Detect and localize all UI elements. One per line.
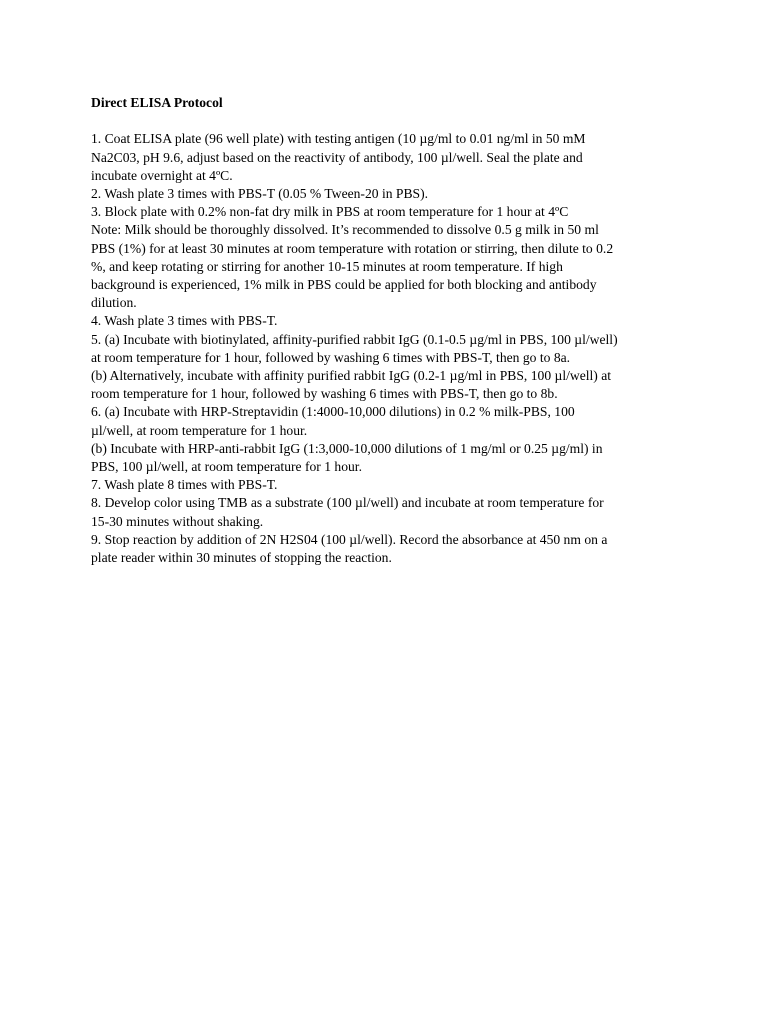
text-line: 2. Wash plate 3 times with PBS-T (0.05 % Tween-20 in PBS). — [91, 186, 429, 201]
document-title: Direct ELISA Protocol — [91, 95, 223, 110]
text-line: 5. (a) Incubate with biotinylated, affinity-purified rabbit IgG (0.1-0.5 µg/ml in PBS, 100 µl/well) — [91, 331, 618, 347]
document-page — [91, 94, 691, 567]
text-line: incubate overnight at 4ºC. — [91, 167, 233, 183]
protocol-text — [91, 130, 691, 567]
text-line: 9. Stop reaction by addition of 2N H2S04 (100 µl/well). Record the absorbance at 450 nm on a — [91, 531, 608, 547]
text-line: PBS, 100 µl/well, at room temperature for 1 hour. — [91, 459, 362, 475]
text-line: (b) Incubate with HRP-anti-rabbit IgG (1:3,000-10,000 dilutions of 1 mg/ml or 0.25 µg/ml) in — [91, 440, 603, 456]
text-line: Na2C03, pH 9.6, adjust based on the reactivity of antibody, 100 µl/well. Seal the plate and — [91, 149, 583, 165]
text-line: (b) Alternatively, incubate with affinity purified rabbit IgG (0.2-1 µg/ml in PBS, 100 µl/well) at — [91, 368, 612, 384]
text-line: %, and keep rotating or stirring for another 10-15 minutes at room temperature. If high — [91, 258, 563, 274]
text-line: 7. Wash plate 8 times with PBS-T. — [91, 477, 278, 493]
text-line: µl/well, at room temperature for 1 hour. — [91, 422, 308, 438]
text-line: plate reader within 30 minutes of stopping the reaction. — [91, 550, 392, 566]
text-line: room temperature for 1 hour, followed by washing 6 times with PBS-T, then go to 8b. — [91, 386, 558, 402]
text-line: 4. Wash plate 3 times with PBS-T. — [91, 313, 278, 329]
text-line: at room temperature for 1 hour, followed by washing 6 times with PBS-T, then go to 8a. — [91, 349, 571, 365]
text-line: dilution. — [91, 295, 137, 311]
text-line: PBS (1%) for at least 30 minutes at room temperature with rotation or stirring, then dilute to 0.2 — [91, 240, 614, 256]
text-line: 15-30 minutes without shaking. — [91, 513, 264, 529]
text-line: 8. Develop color using TMB as a substrate (100 µl/well) and incubate at room temperature for — [91, 495, 604, 511]
text-line: 3. Block plate with 0.2% non-fat dry milk in PBS at room temperature for 1 hour at 4ºC — [91, 204, 569, 220]
text-line: Note: Milk should be thoroughly dissolved. It’s recommended to dissolve 0.5 g milk in 50 ml — [91, 222, 599, 238]
text-line: 1. Coat ELISA plate (96 well plate) with testing antigen (10 µg/ml to 0.01 ng/ml in 50 mM — [91, 131, 586, 147]
text-line: background is experienced, 1% milk in PBS could be applied for both blocking and antibody — [91, 277, 597, 293]
text-line: 6. (a) Incubate with HRP-Streptavidin (1:4000-10,000 dilutions) in 0.2 % milk-PBS, 100 — [91, 404, 575, 420]
